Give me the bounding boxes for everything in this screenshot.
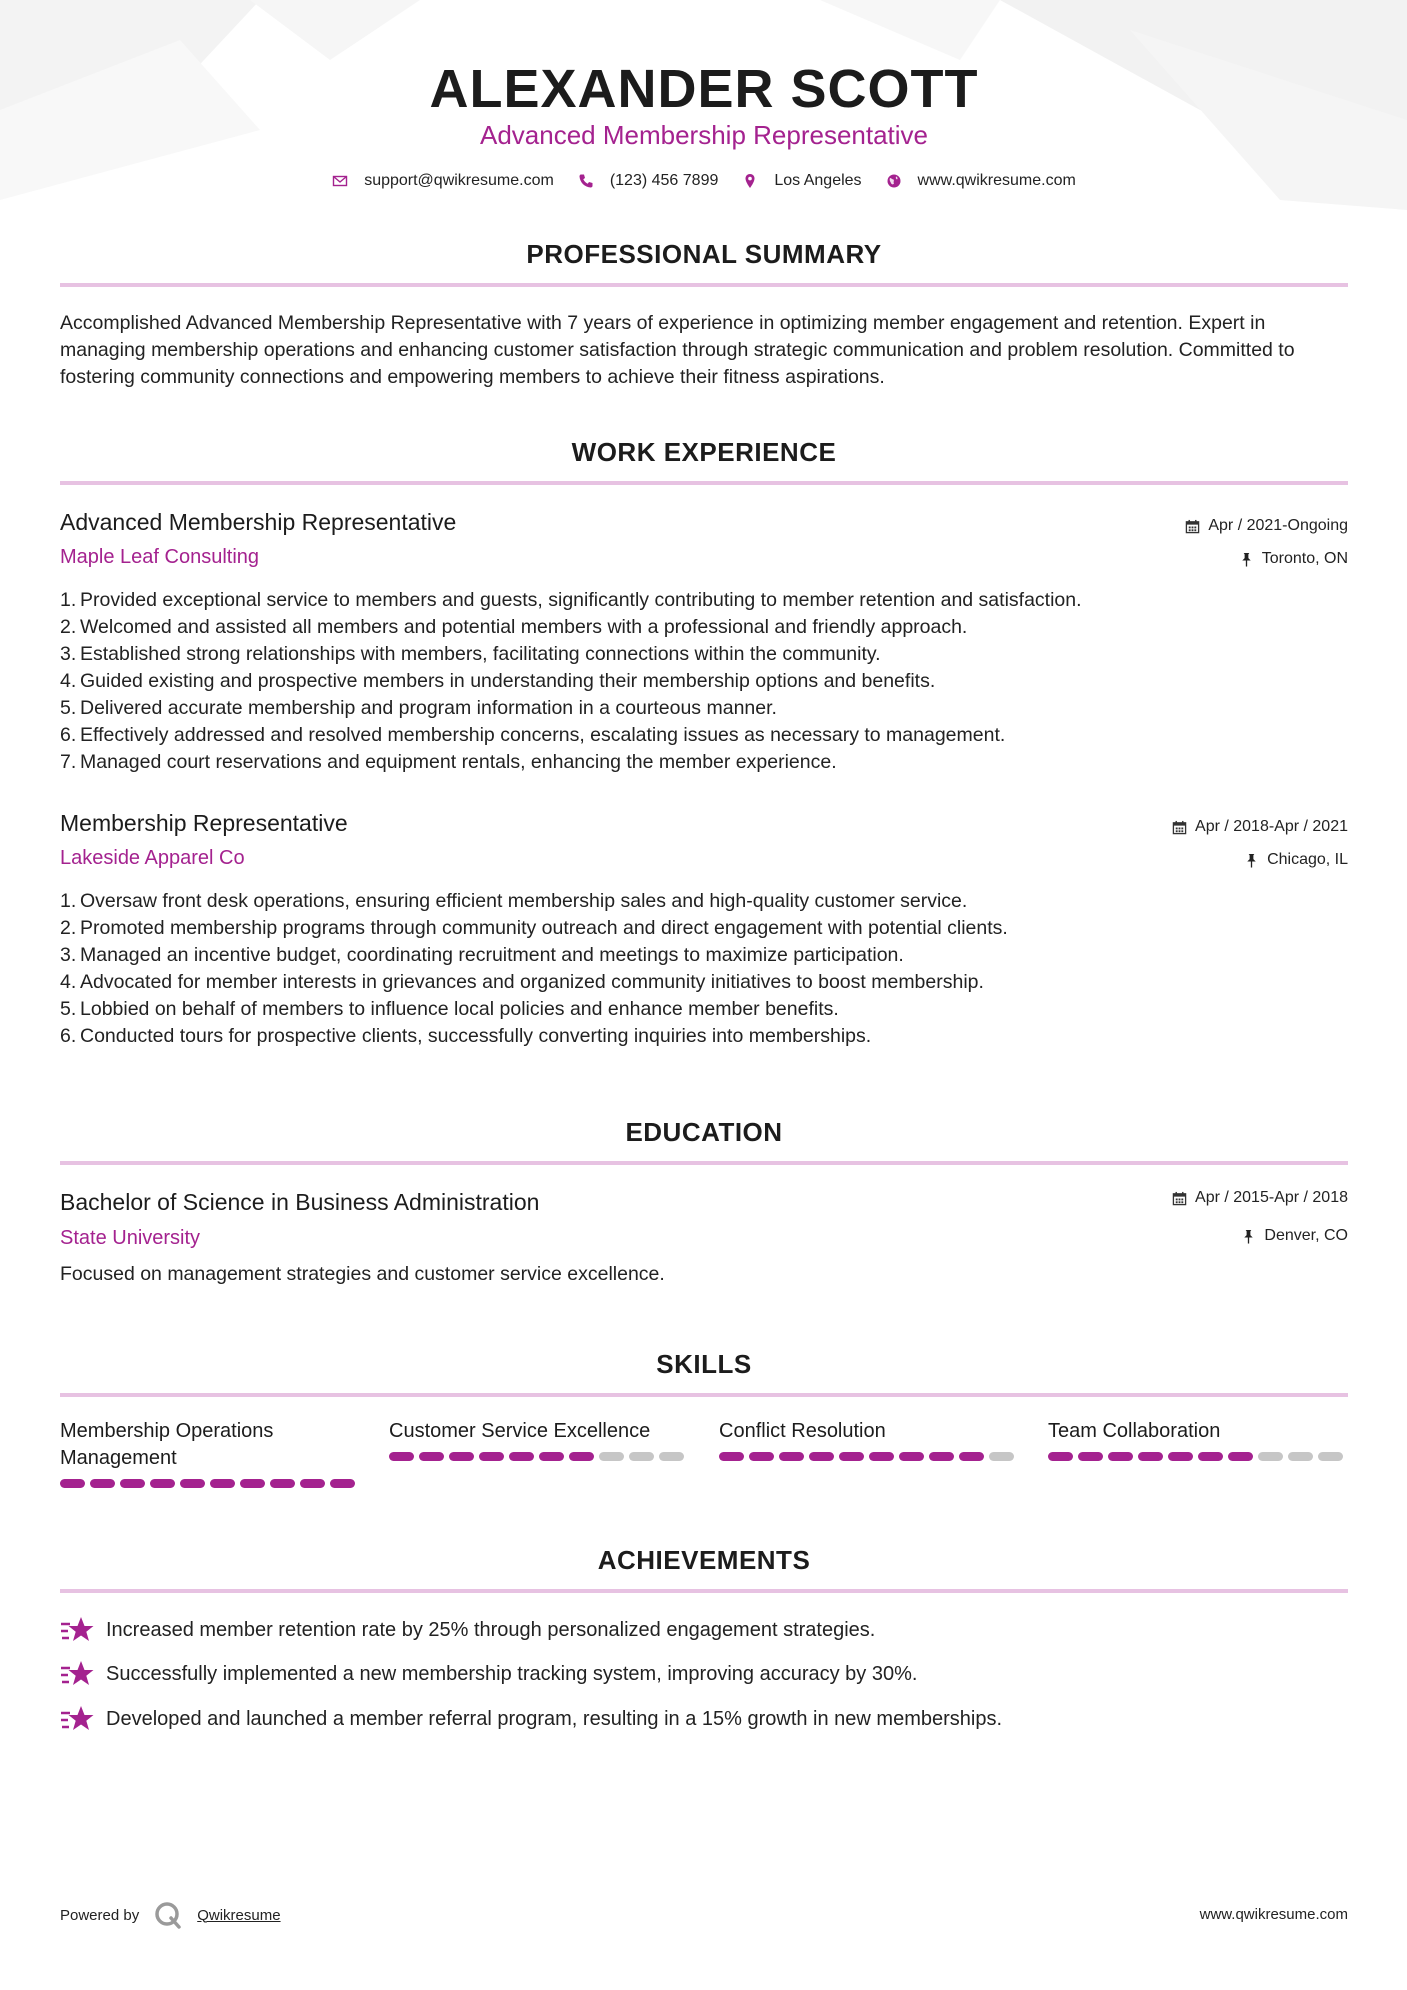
skill-label: Customer Service Excellence: [389, 1420, 651, 1442]
education-description: Focused on management strategies and customer service excellence.: [60, 1263, 665, 1285]
skill-level-segment: [719, 1452, 744, 1461]
job-bullets: [60, 888, 1368, 1050]
school-name: State University: [60, 1227, 201, 1249]
skill-level-segment: [749, 1452, 774, 1461]
brand-link[interactable]: Qwikresume: [197, 1906, 281, 1924]
education-location-text: Denver, CO: [1264, 1227, 1348, 1244]
skill-level-segment: [629, 1452, 654, 1461]
contact-location: [742, 172, 861, 190]
star-icon: [60, 1659, 94, 1689]
calendar-icon: [1172, 1191, 1187, 1206]
email-text: support@qwikresume.com: [364, 172, 554, 189]
job-company: Maple Leaf Consulting: [60, 546, 260, 568]
job-title: Advanced Membership Representative: [60, 509, 457, 535]
skill-level-segment: [1318, 1452, 1343, 1461]
job-dates: [948, 517, 1348, 535]
skill-level-bar: [1048, 1452, 1348, 1461]
achievements-heading: ACHIEVEMENTS: [597, 1545, 811, 1575]
job-bullet: 3. Established strong relationships with members, facilitating connections within the community.: [60, 643, 881, 665]
job-bullet: 1. Oversaw front desk operations, ensuring efficient membership sales and high-quality customer service.: [60, 890, 968, 912]
job-location-text: Toronto, ON: [1261, 550, 1348, 567]
skill-level-segment: [1048, 1452, 1073, 1461]
skill-level-bar: [60, 1479, 360, 1488]
job-dates: [948, 818, 1348, 836]
pushpin-icon: [1244, 853, 1259, 868]
skill-level-segment: [989, 1452, 1014, 1461]
skill-level-segment: [270, 1479, 295, 1488]
achievement-item: [60, 1615, 1348, 1645]
job-location-text: Chicago, IL: [1267, 851, 1348, 868]
map-pin-icon: [742, 173, 758, 189]
star-icon: [60, 1704, 94, 1734]
skill-level-segment: [1198, 1452, 1223, 1461]
skill-level-segment: [300, 1479, 325, 1488]
job-bullet: 2. Welcomed and assisted all members and potential members with a professional and friendly approach.: [60, 616, 968, 638]
calendar-icon: [1172, 820, 1187, 835]
skill-level-segment: [180, 1479, 205, 1488]
contact-website[interactable]: [886, 172, 1076, 190]
job-location: [948, 550, 1348, 568]
job-title: Membership Representative: [60, 810, 348, 836]
skill-item: [1048, 1418, 1348, 1461]
skill-level-segment: [869, 1452, 894, 1461]
skill-level-segment: [90, 1479, 115, 1488]
candidate-title: Advanced Membership Representative: [479, 120, 929, 150]
skill-level-segment: [659, 1452, 684, 1461]
job-bullets: [60, 587, 1368, 776]
candidate-name: ALEXANDER SCOTT: [429, 59, 979, 119]
achievement-text: Developed and launched a member referral program, resulting in a 15% growth in new memberships.: [106, 1707, 1003, 1730]
summary-divider: [60, 283, 1348, 287]
phone-text: (123) 456 7899: [609, 172, 719, 189]
job-dates-text: Apr / 2018-Apr / 2021: [1195, 818, 1348, 835]
achievement-item: [60, 1659, 1348, 1689]
skill-level-segment: [240, 1479, 265, 1488]
skill-level-bar: [389, 1452, 689, 1461]
job-bullet: 7. Managed court reservations and equipment rentals, enhancing the member experience.: [60, 751, 837, 773]
job-dates-text: Apr / 2021-Ongoing: [1208, 517, 1348, 534]
job-bullet: 6. Effectively addressed and resolved membership concerns, escalating issues as necessary to management.: [60, 724, 1006, 746]
skill-label: Membership Operations Management: [60, 1420, 274, 1469]
job-bullet: 6. Conducted tours for prospective clients, successfully converting inquiries into memberships.: [60, 1025, 872, 1047]
skill-item: [389, 1418, 689, 1461]
job-bullet: 3. Managed an incentive budget, coordinating recruitment and meetings to maximize participation.: [60, 944, 904, 966]
qwikresume-logo-icon: [153, 1900, 183, 1930]
skill-item: [60, 1418, 360, 1488]
star-icon: [60, 1615, 94, 1645]
education-divider: [60, 1161, 1348, 1165]
skill-level-segment: [779, 1452, 804, 1461]
skill-level-segment: [1108, 1452, 1133, 1461]
job-location: [948, 851, 1348, 869]
skill-level-segment: [839, 1452, 864, 1461]
achievement-text: Increased member retention rate by 25% through personalized engagement strategies.: [106, 1618, 876, 1641]
experience-heading: WORK EXPERIENCE: [571, 437, 837, 467]
skill-label: Conflict Resolution: [719, 1420, 886, 1442]
skill-level-segment: [150, 1479, 175, 1488]
skill-level-segment: [120, 1479, 145, 1488]
calendar-icon: [1185, 519, 1200, 534]
skill-level-segment: [389, 1452, 414, 1461]
skill-level-segment: [1288, 1452, 1313, 1461]
summary-text: Accomplished Advanced Membership Representative with 7 years of experience in optimizing member engagement and retention. Expert in managing membership operations and enhancing customer satisfaction through strategic communication and problem resolution. Committed to fostering community connections and empowering members to achieve their fitness aspirations.: [60, 312, 1295, 388]
contact-bar: [60, 172, 1348, 190]
job-company: Lakeside Apparel Co: [60, 847, 245, 869]
education-dates-text: Apr / 2015-Apr / 2018: [1195, 1189, 1348, 1206]
skill-level-segment: [599, 1452, 624, 1461]
skill-level-segment: [569, 1452, 594, 1461]
skills-divider: [60, 1393, 1348, 1397]
contact-phone[interactable]: [578, 172, 719, 190]
skill-level-bar: [719, 1452, 1019, 1461]
skill-level-segment: [330, 1479, 355, 1488]
globe-icon: [886, 173, 902, 189]
job-bullet: 1. Provided exceptional service to members and guests, significantly contributing to member retention and satisfaction.: [60, 589, 1082, 611]
skill-level-segment: [479, 1452, 504, 1461]
skill-level-segment: [539, 1452, 564, 1461]
contact-email[interactable]: [332, 172, 554, 190]
skill-level-segment: [899, 1452, 924, 1461]
skill-level-segment: [509, 1452, 534, 1461]
footer-powered-by: [60, 1900, 281, 1930]
skill-level-segment: [1228, 1452, 1253, 1461]
job-bullet: 4. Advocated for member interests in grievances and organized community initiatives to boost membership.: [60, 971, 984, 993]
envelope-icon: [332, 173, 348, 189]
skill-level-segment: [809, 1452, 834, 1461]
education-heading: EDUCATION: [625, 1117, 783, 1147]
skill-level-segment: [929, 1452, 954, 1461]
experience-divider: [60, 481, 1348, 485]
skill-level-segment: [1168, 1452, 1193, 1461]
skill-level-segment: [959, 1452, 984, 1461]
summary-heading: PROFESSIONAL SUMMARY: [526, 239, 882, 269]
job-bullet: 4. Guided existing and prospective members in understanding their membership options and benefits.: [60, 670, 936, 692]
phone-icon: [578, 173, 594, 189]
skill-level-segment: [1138, 1452, 1163, 1461]
skill-level-segment: [60, 1479, 85, 1488]
achievement-text: Successfully implemented a new membership tracking system, improving accuracy by 30%.: [106, 1662, 918, 1685]
job-bullet: 2. Promoted membership programs through community outreach and direct engagement with potential clients.: [60, 917, 1008, 939]
website-text: www.qwikresume.com: [917, 172, 1076, 189]
skill-level-segment: [1258, 1452, 1283, 1461]
skill-level-segment: [419, 1452, 444, 1461]
skill-item: [719, 1418, 1019, 1461]
skill-level-segment: [449, 1452, 474, 1461]
footer-website[interactable]: www.qwikresume.com: [1199, 1906, 1348, 1923]
skills-heading: SKILLS: [656, 1349, 752, 1379]
job-bullet: 5. Lobbied on behalf of members to influence local policies and enhance member benefits.: [60, 998, 839, 1020]
achievement-item: [60, 1704, 1348, 1734]
skill-level-segment: [1078, 1452, 1103, 1461]
achievements-divider: [60, 1589, 1348, 1593]
job-bullet: 5. Delivered accurate membership and program information in a courteous manner.: [60, 697, 777, 719]
pushpin-icon: [1239, 552, 1254, 567]
powered-by-label: Powered by: [60, 1906, 140, 1924]
pushpin-icon: [1241, 1229, 1256, 1244]
skill-label: Team Collaboration: [1048, 1420, 1221, 1442]
education-location: [948, 1227, 1348, 1245]
skill-level-segment: [210, 1479, 235, 1488]
location-text: Los Angeles: [774, 172, 862, 189]
education-dates: [948, 1189, 1348, 1207]
degree-title: Bachelor of Science in Business Administration: [60, 1189, 540, 1215]
